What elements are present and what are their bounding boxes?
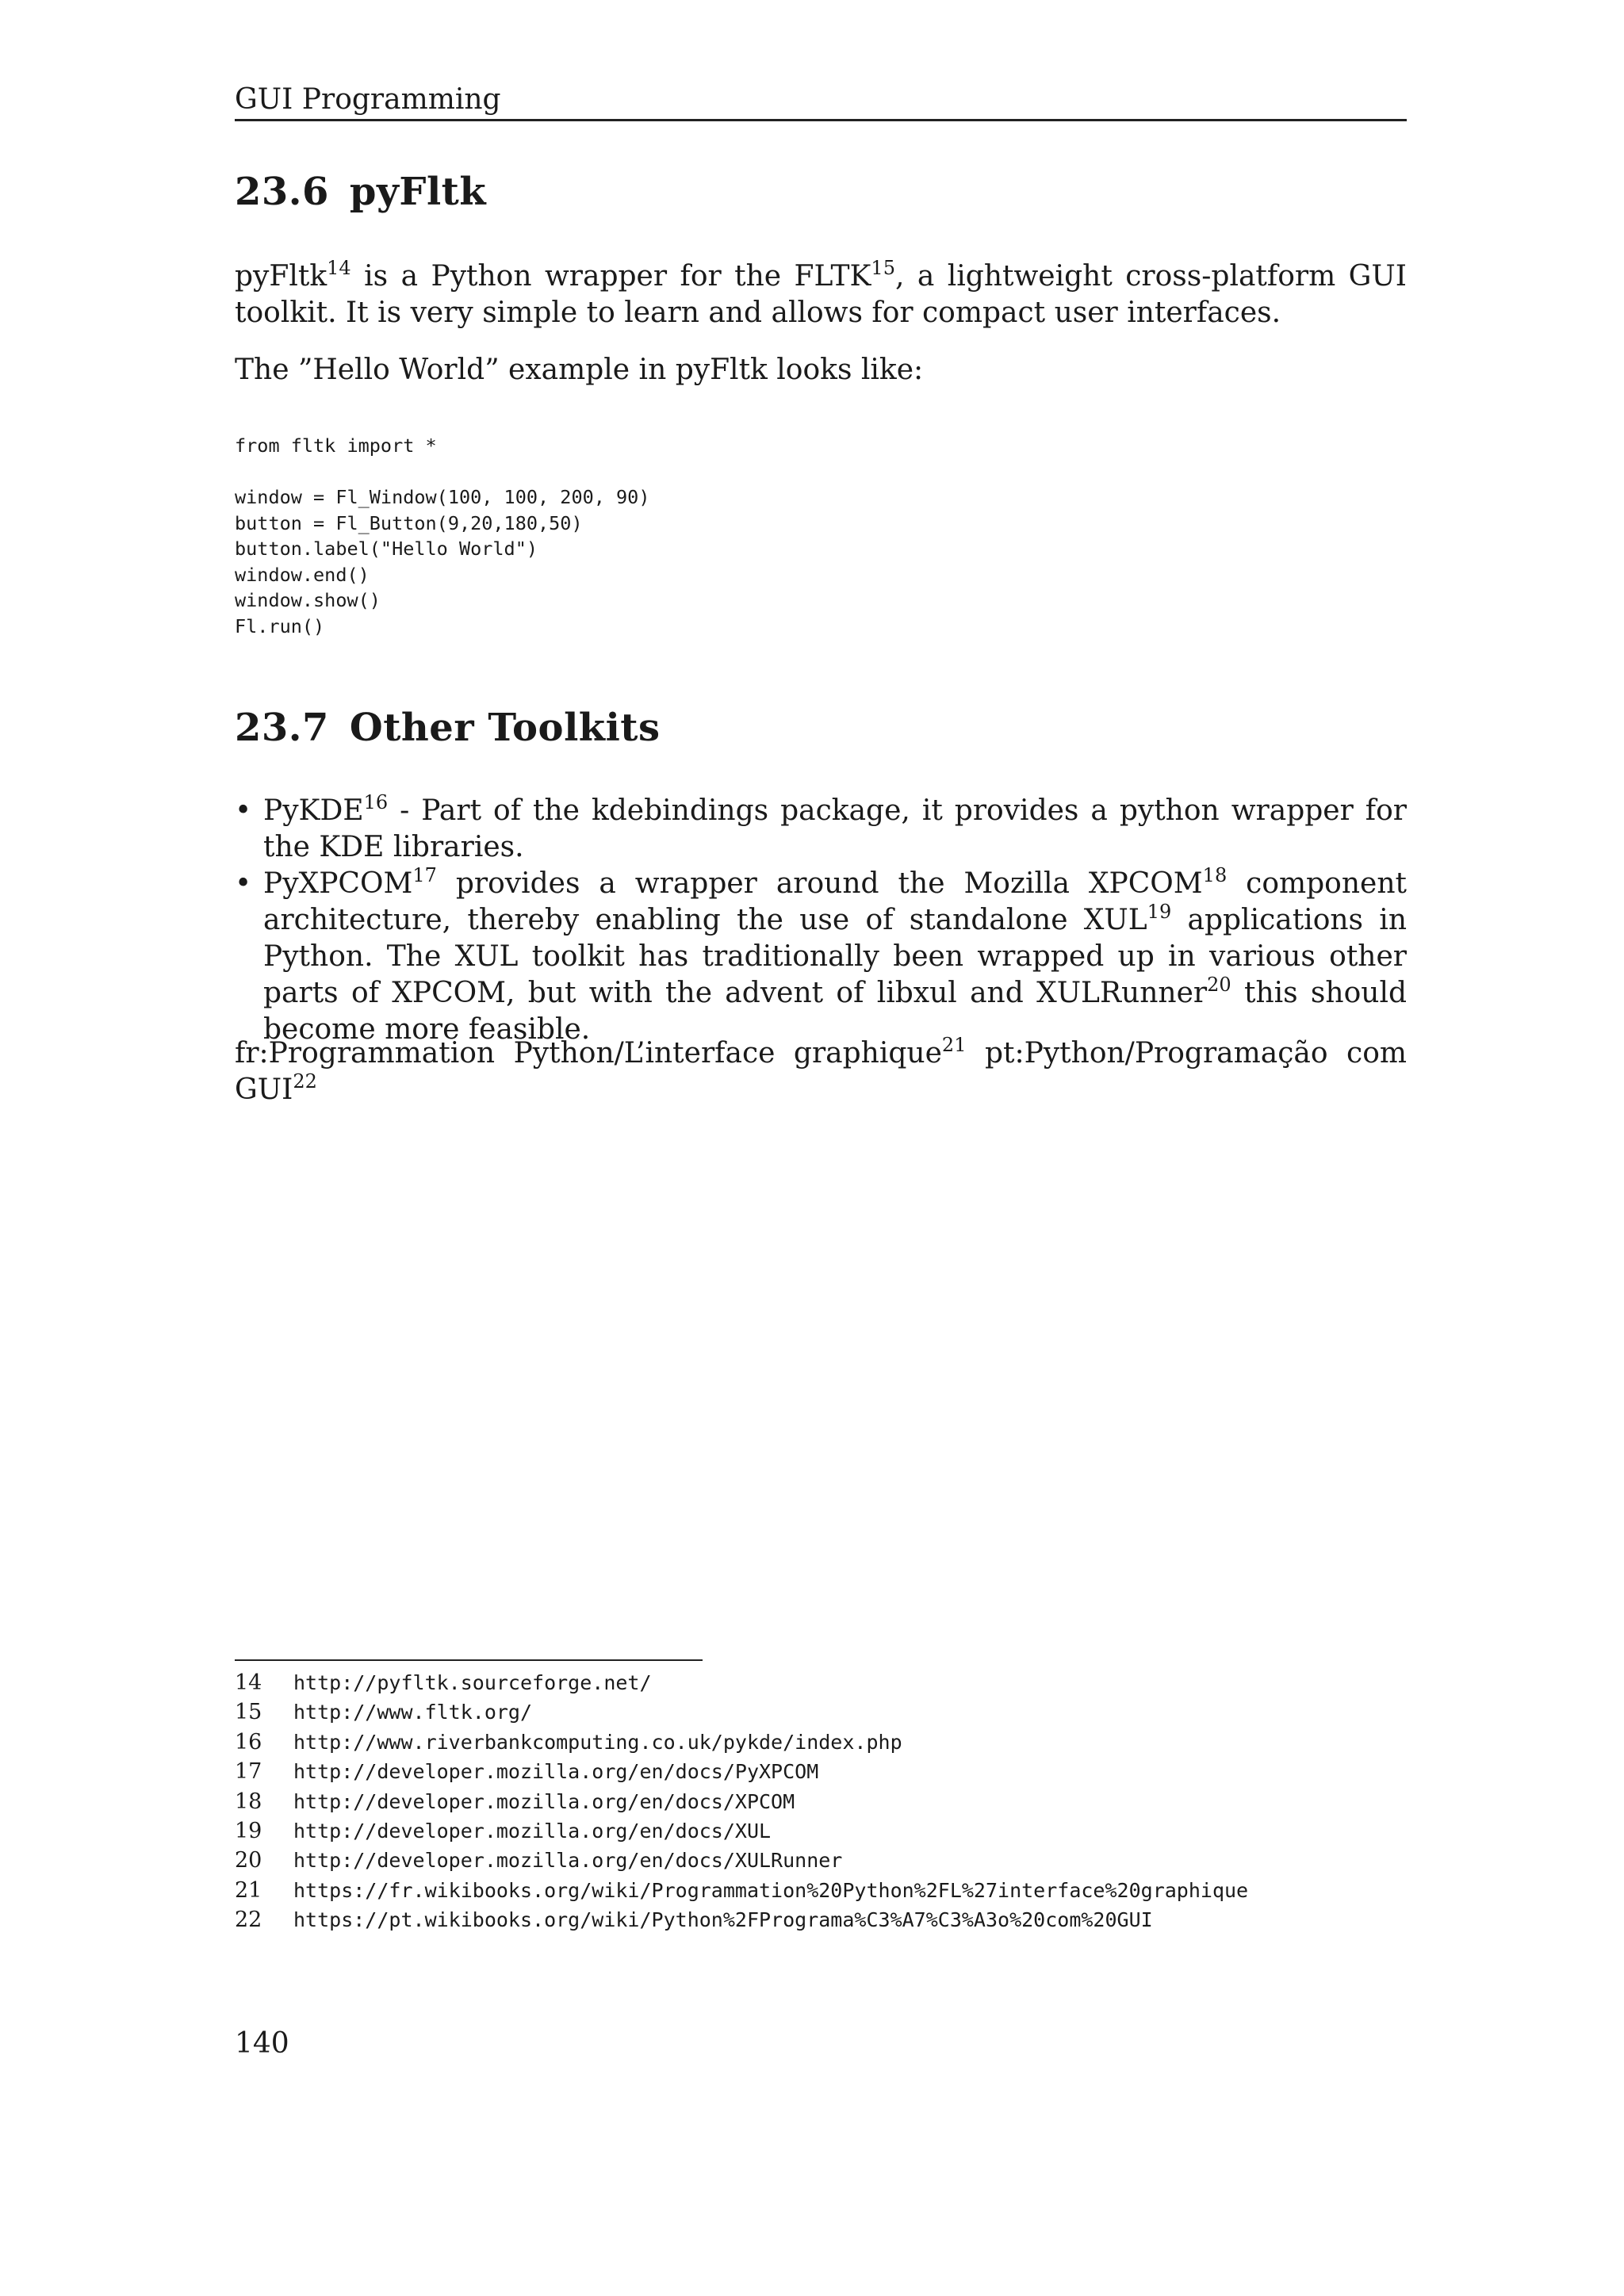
footnote-number: 16 (235, 1729, 262, 1755)
footnote-url[interactable]: http://developer.mozilla.org/en/docs/XULRunner (293, 1849, 843, 1873)
section-number: 23.6 (235, 170, 329, 214)
section-heading-pyfltk (235, 168, 486, 216)
footnote-url[interactable]: http://pyfltk.sourceforge.net/ (293, 1671, 652, 1694)
footnote-url[interactable]: http://www.riverbankcomputing.co.uk/pykde/index.php (293, 1730, 902, 1754)
running-header: GUI Programming (235, 83, 501, 116)
footnote-number: 19 (235, 1818, 262, 1843)
intro-text: is a Python wrapper for the FLTK (350, 260, 871, 293)
list-text: provides a wrapper around the Mozilla XPCOM (436, 867, 1203, 900)
page-number: 140 (235, 2027, 289, 2060)
interwiki-link-pt[interactable]: pt:Python/Programação com GUI (235, 1037, 1408, 1106)
toolkit-list (235, 793, 1407, 1048)
footnote-item (235, 1728, 1407, 1757)
footnote-ref: 20 (1207, 974, 1231, 996)
list-text: applications in Python. The XUL toolkit has traditionally been wrapped up in various other parts of XPCOM, but with the advent of libxul and XULRunner (263, 904, 1408, 1009)
list-text: PyKDE (263, 794, 364, 827)
footnote-list (235, 1668, 1407, 1935)
footnote-ref: 15 (871, 257, 895, 279)
footnote-ref: 19 (1147, 901, 1172, 923)
footnote-url[interactable]: https://fr.wikibooks.org/wiki/Programmation%20Python%2FL%27interface%20graphique (293, 1878, 1249, 1902)
footnote-url[interactable]: http://developer.mozilla.org/en/docs/XUL (293, 1819, 772, 1843)
footnote-item (235, 1787, 1407, 1816)
bullet-icon: • (235, 867, 252, 900)
footnote-url[interactable]: http://developer.mozilla.org/en/docs/XPCOM (293, 1789, 795, 1813)
list-text: component architecture, thereby enabling the use of standalone XUL (263, 867, 1407, 936)
footnote-item (235, 1905, 1407, 1934)
footnote-item (235, 1846, 1407, 1875)
footnote-number: 20 (235, 1848, 262, 1873)
footnote-url[interactable]: http://www.fltk.org/ (293, 1701, 533, 1724)
example-intro-paragraph: The ”Hello World” example in pyFltk looks like: (235, 354, 924, 386)
footnote-ref: 14 (327, 257, 351, 279)
footnote-ref: 22 (293, 1070, 317, 1093)
section-title: Other Toolkits (349, 706, 661, 750)
footnote-item (235, 1697, 1407, 1727)
footnote-number: 15 (235, 1700, 262, 1725)
header-rule (235, 119, 1407, 121)
footnote-number: 14 (235, 1670, 262, 1695)
footnote-number: 21 (235, 1877, 262, 1903)
footnote-number: 22 (235, 1908, 262, 1933)
footnote-ref: 16 (363, 791, 389, 813)
section-title: pyFltk (349, 170, 487, 214)
footnote-item (235, 1816, 1407, 1846)
footnote-ref: 17 (412, 864, 437, 886)
bullet-icon: • (235, 794, 252, 827)
footnote-ref: 18 (1202, 864, 1228, 886)
interwiki-links-paragraph (235, 1035, 1407, 1108)
list-item-pykde (235, 793, 1407, 866)
list-text: - Part of the kdebindings package, it provides a python wrapper for the KDE libraries. (263, 794, 1407, 863)
list-text: PyXPCOM (263, 867, 413, 900)
footnote-number: 18 (235, 1789, 262, 1814)
section-number: 23.7 (235, 706, 329, 750)
footnote-rule (235, 1659, 703, 1661)
footnote-item (235, 1876, 1407, 1905)
hello-world-code-block: from fltk import * window = Fl_Window(100, 100, 200, 90) button = Fl_Button(9,20,180,50) button.label("Hello World") window.end() window.show() Fl.run() (235, 434, 650, 637)
list-item-pyxpcom (235, 866, 1407, 1048)
interwiki-link-fr[interactable]: fr:Programmation Python/L’interface graphique (235, 1037, 942, 1070)
pyfltk-intro-paragraph (235, 258, 1407, 331)
footnote-number: 17 (235, 1759, 262, 1785)
footnote-item (235, 1668, 1407, 1697)
list-text: this should become more feasible. (263, 977, 1408, 1046)
intro-text: , a lightweight cross-platform GUI toolkit. It is very simple to learn and allows for compact user interfaces. (235, 260, 1407, 329)
footnote-url[interactable]: http://developer.mozilla.org/en/docs/PyXPCOM (293, 1760, 819, 1784)
footnote-item (235, 1757, 1407, 1786)
footnote-ref: 21 (941, 1034, 967, 1056)
section-heading-other-toolkits (235, 704, 661, 752)
footnote-url[interactable]: https://pt.wikibooks.org/wiki/Python%2FPrograma%C3%A7%C3%A3o%20com%20GUI (293, 1908, 1153, 1932)
intro-text: pyFltk (235, 260, 327, 293)
